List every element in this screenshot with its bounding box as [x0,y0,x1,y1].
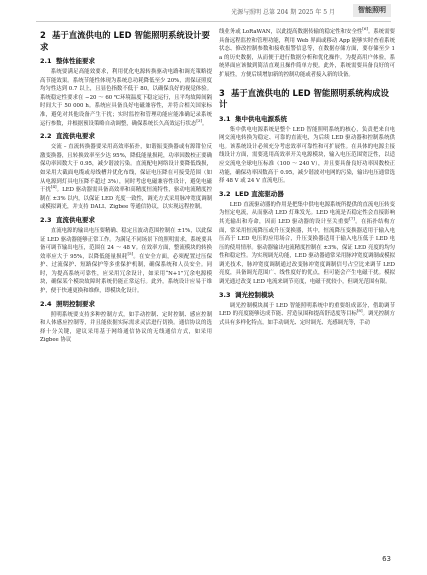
right-column [219,28,395,327]
section-2-2-paragraph: 交流 – 直流转换器要采用高效率拓扑，如谐振变换器或有源钳位反激变换器，且转换效率至少达 95%，降低能量损耗，功率因数校正要确保功率因数大于 0.95，减少谐波污染。直流配电网络设计要降低线损，如采用大截面电缆或母线槽并优化布线，保证电压降在可接受范围（如从电源到灯具电压降不超过 3%），同时考虑电磁兼容性设计，避免电磁干扰[4]。LED 驱动器需具备高效率和高精度恒流特性，驱动电流精度控制在 ±3% 以内，以保证 LED 光度一致性，调光方式采用脉冲宽度调制或模拟调光，并支持 DALI、Zigbee 等通信协议，以实现远程控制。 [40,144,212,211]
section-2-title: 2 基于直流供电的 LED 智能照明系统设计要求 [40,30,210,52]
header-divider [36,21,391,22]
journal-info: 光源与照明 总第 204 期 2025 年 5 月 [231,9,335,16]
section-3-2-title: 3.2 LED 直流驱动器 [219,189,284,198]
section-3-3-title: 3.3 调光控制模块 [219,290,274,299]
page-header [0,0,427,22]
section-3-title: 3 基于直流供电的 LED 智能照明系统构成设计 [219,87,389,110]
section-2-1-paragraph: 系统要满足高能效要求，利用优化电源转换驱动电路和调光策略提高节能效果。系统节能性体现为系统总功耗降低至少 20%，需保证照度均匀性达到 0.7 以上，且显色指数不低于 80，以确保良好的视觉体验。系统稳定性要求在 −20 ～ 60 ℃环境温度下稳定运行，且平均故障间隔时间大于 50 000 h。系统应具备良好电磁兼容性，并符合相关国家标准，避免对其他设备产生干扰；实时监控和管理功能应能准确记录系统运行参数，并根据预设策略自动调整，确保系统长久高效运行状态[3]。 [40,69,212,127]
section-3-1-title: 3.1 集中供电电源系统 [219,114,287,123]
section-2-2-title: 2.2 直流供电要求 [40,132,95,141]
section-3-3-paragraph: 调光控制模块属于 LED 智能照明系统中的重要组成部分，借助调节 LED 的亮度能够达成节能、营造氛围和提高舒适度等目标[8]。调光控制方式具有多样化特点，如手动调光、定时调光、光感调光等，手动 [219,302,395,326]
section-2-3-title: 2.3 直流供电要求 [40,215,95,224]
left-column [40,28,212,345]
section-2-4-title: 2.4 照明控制要求 [40,299,95,308]
page-number: 63 [382,555,391,563]
section-2-1-title: 2.1 整体性能要求 [40,57,95,65]
section-3-2-paragraph: LED 直流驱动器的作用是把集中供电电源系统所提供的直流电压转变为恒定电流，从而驱动 LED 灯珠发光。LED 电流是否稳定性会直接影响其光输出和寿命，因而 LED 驱动器的设计至关重要[7]。在拓扑结构方面，常采用恒流降压或升压变换器，其中，恒流降压变换器适用于输入电压高于 LED 电压的应用场合，升压变换器适用于输入电压低于 LED 电压的使用情形。驱动器输出电流精度控制在 ±3%，保证 LED 亮度的均匀性和稳定性。为实现调光功能，LED 驱动器通常采用脉冲宽度调制或模拟调光技术，脉冲宽度调制通过改变脉冲宽度调制信号占空比来调节 LED 亮度，具备调光范围广、线性度好的优点，但可能会产生电磁干扰。模拟调光通过改变 LED 电流来调节亮度，电磁干扰较小，但调光范围有限。 [219,201,395,286]
section-3-1-paragraph: 集中供电电源系统是整个 LED 智能照明系统的核心，负责把来自电网交流电转换为稳定、可靠的直流电，为后续 LED 驱动器和控制系统供电。该系统设计必须充分考虑效率可靠性和可扩展性。在具体的电源主接线设计方面，需要选用高效率开关电源模块，输入电压范围宽泛性，以适应交流电全球电压标准（100 ～ 240 V），并且要具备良好功率因数校正功能，确保功率因数高于 0.95，减少谐波对电网的污染，输出电压通常选择 48 V 或 24 V 直流电压。 [219,126,395,185]
continued-paragraph: 线业务或 LoRaWAN，以此提高数据传输的稳定性和安全性[6]。系统需要具备远程监控和管理功能，利用 Web 界面或移动 App 能够实时查看系统状态、修改控制参数和接收报警信息等，在数据存储方面，要存储至少 1 a 的历史数据，从而便于进行数据分析和优化操作。为提高用户体验，系统界面应该做到简洁直观且操作简单方便。此外，系统需要具备良好的可扩展性，方便后续增加新的控制功能或者接入新的设备。 [219,26,395,78]
section-logo: 智能照明 [353,4,391,17]
section-2-3-paragraph: 直流电源的输出电压要精确、稳定且波动范围控制在 ±1%，以此保证 LED 驱动器能够正常工作。为满足不同场景下的照明需求，系统要具备可调节输出电压，范围在 24 ～ 48 V。在效率方面，整流模块的转换效率应大于 95%，以降低能量损耗[5]。在安全方面，必须配置过压保护、过流保护、短路保护等多重保护机制，确保系统和人员安全。同时，为提高系统可靠性，应采用冗余设计，如采用“N+1”冗余电源模块，确保某个模块故障时系统仍能正常运行。此外，系统设计应易于维护，便于快速更换和维修，即模块化设计。 [40,227,212,295]
section-2-4-paragraph: 照明系统要支持多种控制方式，如手动控制、定时控制、感应控制和人体感应控制等，并且能依据实际需求灵活进行切换。通信协议的选择十分关键，建议采用基于网络通信协议的无线通信方式，如采用 Zigbee 协议 [40,311,212,344]
